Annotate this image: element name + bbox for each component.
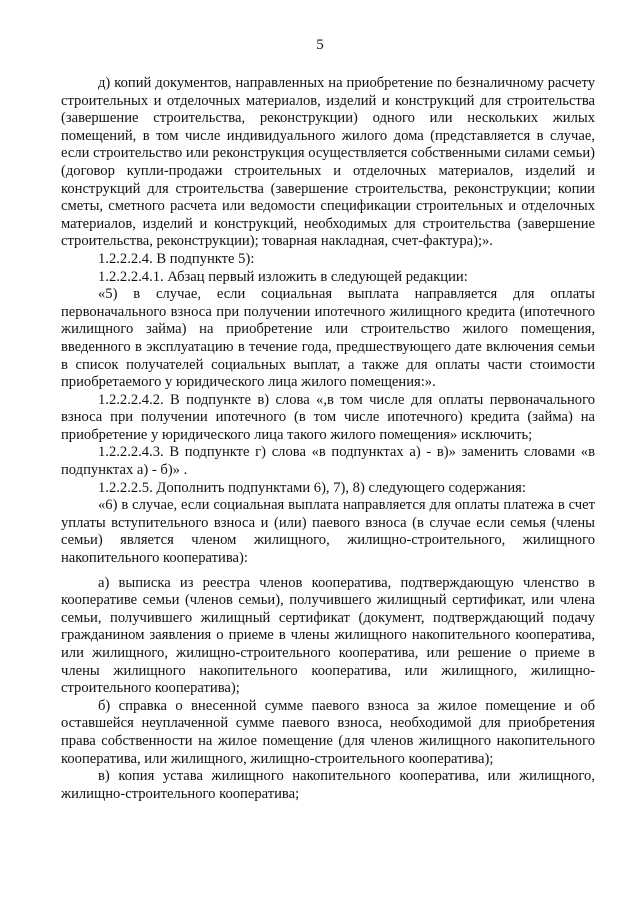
paragraph-item-5: «5) в случае, если социальная выплата направляется для оплаты первоначального взноса при получении ипотечного жилищного кредита (ипотечного жилищного займа) на приобретение или строительство жилого помещения, введенного в эксплуатацию в течение года, предшествующего дате включения семьи в список получателей социальных выплат, а также для оплаты части стоимости приобретаемого у юридического лица жилого помещения:». — [61, 286, 595, 391]
paragraph-d-documents: д) копий документов, направленных на приобретение по безналичному расчету строительных и отделочных материалов, изделий и конструкций для строительства (завершение строительства, реконструкции) одного или нескольких жилых помещений, в том числе индивидуального жилого дома (представляется в случае, если строительство или реконструкция осуществляется собственными силами семьи) (договор купли-продажи строительных и отделочных материалов, изделий и конструкций для строительства (завершение строительства, реконструкции; копии сметы, сметного расчета или ведомости спецификации строительных и отделочных материалов, изделий и конструкций, необходимых для строительства (завершение строительства, реконструкции); товарная накладная, счет-фактура);». — [61, 75, 595, 250]
paragraph-1-2-2-2-4: 1.2.2.2.4. В подпункте 5): — [98, 250, 255, 267]
page-number: 5 — [316, 37, 324, 53]
paragraph-1-2-2-2-4-3: 1.2.2.2.4.3. В подпункте г) слова «в подпунктах а) - в)» заменить словами «в подпунктах а) - б)» . — [61, 444, 595, 479]
paragraph-1-2-2-2-4-2: 1.2.2.2.4.2. В подпункте в) слова «,в том числе для оплаты первоначального взноса при получении ипотечного (в том числе ипотечного) кредита (займа) на приобретение у юридического лица такого жилого помещения» исключить; — [61, 391, 595, 443]
paragraph-subitem-b: б) справка о внесенной сумме паевого взноса за жилое помещение и об оставшейся неуплаченной сумме паевого взноса, необходимой для приобретения права собственности на жилое помещение (для членов жилищного накопительного кооператива, или жилищного, жилищно-строительного кооператива); — [61, 697, 595, 767]
paragraph-subitem-v: в) копия устава жилищного накопительного кооператива, или жилищного, жилищно-строительного кооператива; — [61, 768, 595, 802]
paragraph-1-2-2-2-4-1: 1.2.2.2.4.1. Абзац первый изложить в следующей редакции: — [98, 268, 468, 285]
paragraph-item-6: «6) в случае, если социальная выплата направляется для оплаты платежа в счет уплаты вступительного взноса и (или) паевого взноса (в случае если семья (члены семьи) является членом жилищного, жилищно-строительного, жилищного накопительного кооператива): — [61, 497, 595, 567]
document-body — [61, 75, 595, 803]
paragraph-1-2-2-2-5: 1.2.2.2.5. Дополнить подпунктами 6), 7), 8) следующего содержания: — [98, 479, 526, 496]
paragraph-subitem-a: а) выписка из реестра членов кооператива, подтверждающую членство в кооперативе семьи (членов семьи), получившего жилищный сертификат, или члена семьи, получившего жилищный сертификат (документ, подтверждающий подачу гражданином заявления о приеме в члены жилищного накопительного кооператива, или жилищного, жилищно-строительного кооператива, или решение о приеме в члены жилищного накопительного кооператива, или жилищного, жилищно-строительного кооператива); — [61, 574, 595, 697]
